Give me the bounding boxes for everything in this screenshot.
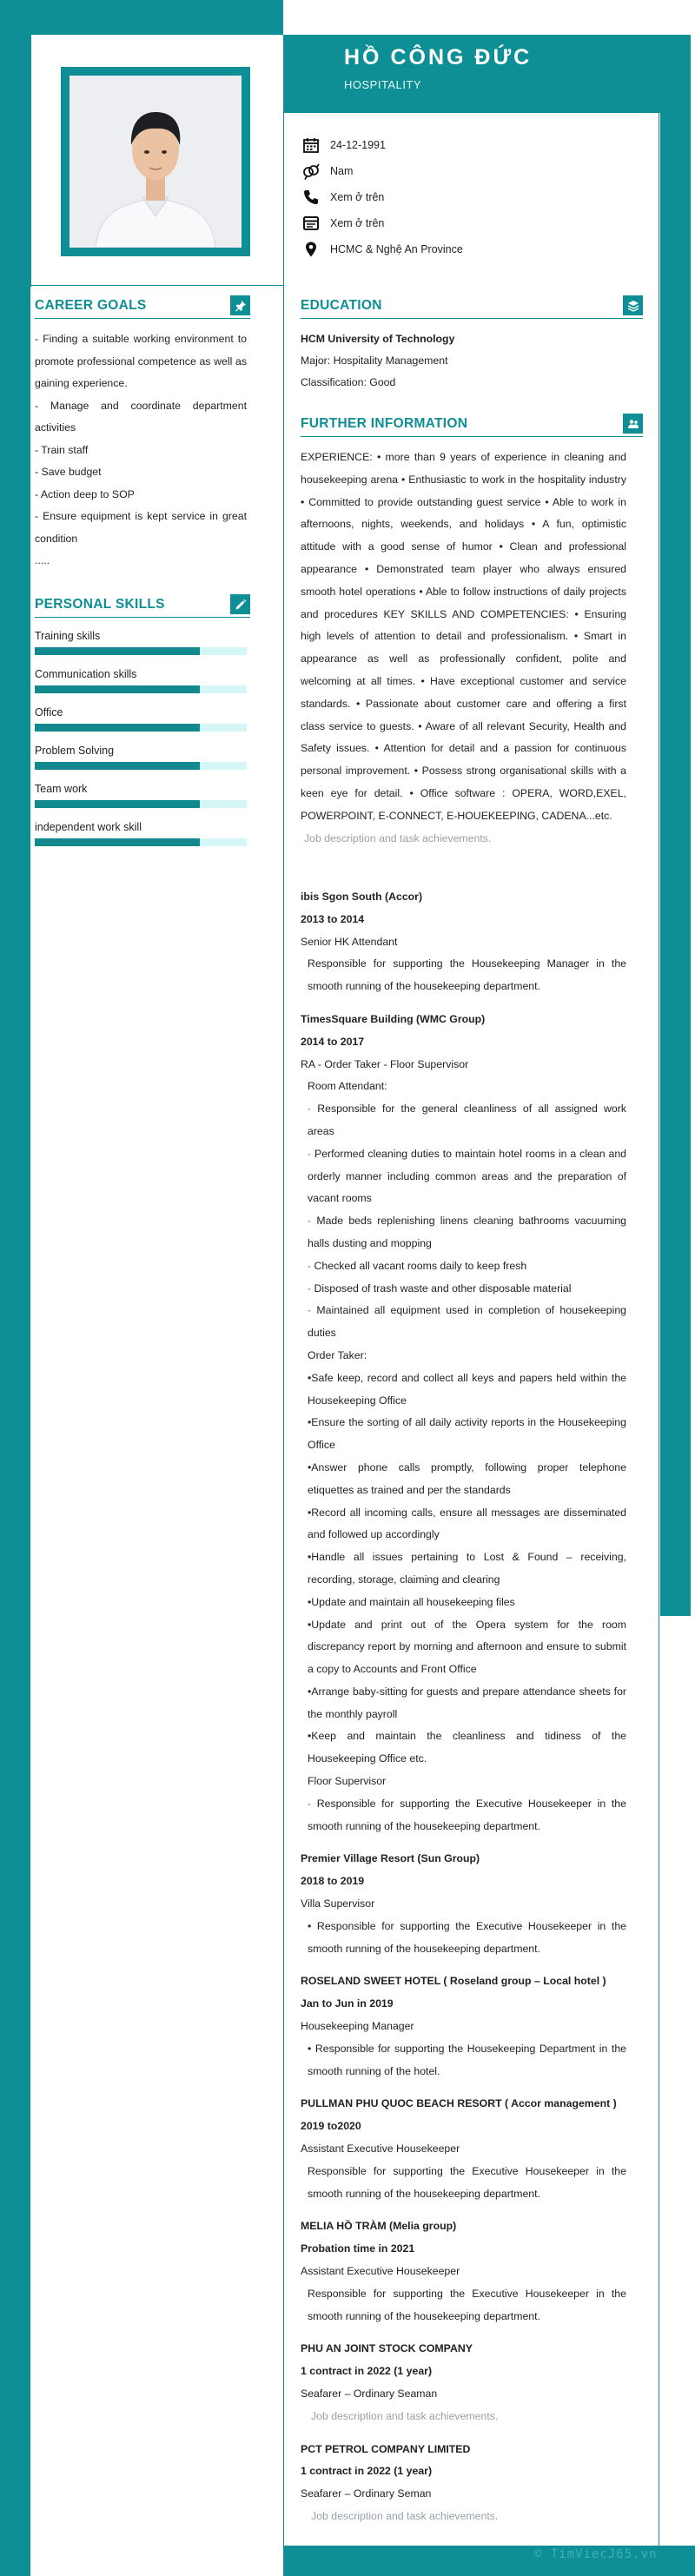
skill-level-fill <box>35 800 200 808</box>
period: 1 contract in 2022 (1 year) <box>301 2465 433 2478</box>
skill-name: Office <box>35 706 63 718</box>
period: Jan to Jun in 2019 <box>301 1997 394 2010</box>
period: 2013 to 2014 <box>301 912 365 925</box>
skill-bar <box>35 762 247 770</box>
users-icon <box>627 418 639 430</box>
skill-bar <box>35 800 247 808</box>
period: Probation time in 2021 <box>301 2242 415 2255</box>
contact-text: 24-12-1991 <box>330 139 386 151</box>
personal-skills-header <box>35 594 250 618</box>
skill-item <box>35 627 247 666</box>
experience-item <box>301 2439 626 2528</box>
email-icon <box>302 215 320 232</box>
period: 2014 to 2017 <box>301 1035 365 1048</box>
company-name: PHU AN JOINT STOCK COMPANY <box>301 2342 473 2355</box>
goal-item: - Finding a suitable working environment to promote professional competence as well as gaining experience. <box>35 333 247 389</box>
layers-icon <box>627 300 639 312</box>
period: 2019 to2020 <box>301 2120 361 2133</box>
career-goals-header <box>35 295 250 319</box>
duty: · Disposed of trash waste and other disposable material <box>308 1281 572 1295</box>
position: Senior HK Attendant <box>301 935 398 948</box>
education-header <box>301 295 643 319</box>
right-accent-bar <box>660 35 691 1616</box>
company-name: MELIA HỒ TRÀM (Melia group) <box>301 2220 457 2233</box>
duty: •Record all incoming calls, ensure all messages are disseminated and followed up accordingly <box>308 1506 626 1541</box>
contact-text: Xem ở trên <box>330 217 385 229</box>
further-information-text: EXPERIENCE: • more than 9 years of experience in cleaning and housekeeping arena • Enthusiastic to work in the hospitality industry • Committed to provide outstanding guest service • Able to work in afternoons, nights, weekends, and holidays • A fun, optimistic attitude with a good sense of humor • Clean and professional appearance • Demonstrated team player who always ensured smooth hotel operations • Able to follow instructions of daily projects and procedures KEY SKILLS AND COMPETENCIES: • Ensuring high levels of attention to detail and professionalism. • Smart in appearance as well as professionally confident, polite and welcoming at all times. • Have exceptional customer and service standards. • Passionate about customer care and offering a first class service to guests. • Aware of all relevant Security, Health and Safety issues. • Attention for detail and a passion for continuous personal improvement. • Possess strong organisational skills with a keen eye for detail. • Office software : OPERA, WORD,EXEL, POWERPOINT, E-CONNECT, E-HOUEKEEPING, CADENA...etc. <box>301 451 626 822</box>
duty: · Responsible for supporting the Executive Housekeeper in the smooth running of the housekeeping department. <box>308 1797 626 1832</box>
duty: · Performed cleaning duties to maintain hotel rooms in a clean and orderly manner including common areas and the preparation of vacant rooms <box>308 1147 626 1205</box>
contact-birthday <box>302 132 650 158</box>
duty: •Update and maintain all housekeeping files <box>308 1595 515 1608</box>
skill-bar <box>35 647 247 655</box>
company-name: Premier Village Resort (Sun Group) <box>301 1852 480 1865</box>
position: Assistant Executive Housekeeper <box>301 2265 460 2278</box>
company-name: PCT PETROL COMPANY LIMITED <box>301 2442 471 2455</box>
gender-icon <box>302 162 320 180</box>
skills-list <box>35 627 247 857</box>
skill-item <box>35 666 247 704</box>
duty: Order Taker: <box>308 1348 367 1361</box>
skill-name: Team work <box>35 783 88 795</box>
experience-item <box>301 1009 626 1838</box>
duty: •Handle all issues pertaining to Lost & Found – receiving, recording, storage, claiming and clearing <box>308 1551 626 1586</box>
section-title: FURTHER INFORMATION <box>301 415 468 431</box>
goal-item: - Ensure equipment is kept service in great condition <box>35 510 247 545</box>
pencil-badge <box>230 594 250 614</box>
avatar <box>70 76 242 248</box>
placeholder-text: Job description and task achievements. <box>311 2409 499 2422</box>
school-name: HCM University of Technology <box>301 333 455 345</box>
skill-name: independent work skill <box>35 821 142 833</box>
pin-icon <box>235 300 247 312</box>
period: 2018 to 2019 <box>301 1875 365 1888</box>
goal-item: - Save budget <box>35 466 102 478</box>
skill-item <box>35 742 247 780</box>
placeholder-text: Job description and task achievements. <box>311 2509 499 2522</box>
contact-text: Xem ở trên <box>330 191 385 203</box>
goal-item: - Manage and coordinate department activities <box>35 399 247 434</box>
position: Housekeeping Manager <box>301 2020 414 2033</box>
goal-item: ..... <box>35 554 50 566</box>
skill-bar <box>35 724 247 732</box>
photo-frame <box>61 67 250 256</box>
duty: • Responsible for supporting the Housekeeping Department in the smooth running of the hotel. <box>308 2042 626 2077</box>
duty: • Responsible for supporting the Executive Housekeeper in the smooth running of the housekeeping department. <box>308 1919 626 1955</box>
skill-bar <box>35 838 247 846</box>
candidate-name: HỒ CÔNG ĐỨC <box>344 45 533 70</box>
top-accent-bar <box>0 0 283 35</box>
further-information-header <box>301 414 643 437</box>
company-name: PULLMAN PHU QUOC BEACH RESORT ( Accor management ) <box>301 2097 617 2110</box>
stack-badge <box>623 295 643 315</box>
company-name: ibis Sgon South (Accor) <box>301 891 423 903</box>
skill-level-fill <box>35 724 200 732</box>
experience-item <box>301 2215 626 2328</box>
placeholder-text: Job description and task achievements. <box>304 831 492 844</box>
contact-gender <box>302 158 650 184</box>
skill-level-fill <box>35 647 200 655</box>
section-title: CAREER GOALS <box>35 297 147 313</box>
goal-item: - Train staff <box>35 443 89 456</box>
skill-item <box>35 780 247 818</box>
company-name: ROSELAND SWEET HOTEL ( Roseland group – Local hotel ) <box>301 1975 606 1988</box>
classification: Classification: Good <box>301 376 396 388</box>
experience-item <box>301 1848 626 1960</box>
section-title: PERSONAL SKILLS <box>35 596 165 612</box>
duty: •Arrange baby-sitting for guests and prepare attendance sheets for the monthly payroll <box>308 1685 626 1720</box>
pencil-icon <box>235 599 247 611</box>
duty: Responsible for supporting the Housekeeping Manager in the smooth running of the housekeeping department. <box>308 957 626 993</box>
skill-level-fill <box>35 685 200 693</box>
job-title: HOSPITALITY <box>344 78 422 91</box>
watermark: © TimViecJ65.vn <box>534 2547 658 2561</box>
experience-item <box>301 2093 626 2205</box>
skill-bar <box>35 685 247 693</box>
section-title: EDUCATION <box>301 297 382 313</box>
experience-item <box>301 886 626 998</box>
contact-text: Nam <box>330 165 354 177</box>
duty: •Ensure the sorting of all daily activity reports in the Housekeeping Office <box>308 1416 626 1452</box>
skill-level-fill <box>35 762 200 770</box>
position: Villa Supervisor <box>301 1897 375 1910</box>
contact-email <box>302 210 650 236</box>
position: Seafarer – Ordinary Seman <box>301 2487 432 2500</box>
further-information-content <box>301 447 626 850</box>
location-icon <box>302 241 320 258</box>
contact-address <box>302 236 650 262</box>
duty: •Safe keep, record and collect all keys and papers held within the Housekeeping Office <box>308 1371 626 1407</box>
education-content <box>301 328 626 394</box>
person-portrait-icon <box>70 76 242 248</box>
skill-name: Communication skills <box>35 668 137 680</box>
duty: •Keep and maintain the cleanliness and tidiness of the Housekeeping Office etc. <box>308 1730 626 1765</box>
duty: · Made beds replenishing linens cleaning bathrooms vacuuming halls dusting and mopping <box>308 1215 626 1249</box>
contact-text: HCMC & Nghệ An Province <box>330 243 463 255</box>
company-name: TimesSquare Building (WMC Group) <box>301 1012 486 1025</box>
skill-item <box>35 704 247 742</box>
experience-item <box>301 1970 626 2083</box>
duty: · Maintained all equipment used in completion of housekeeping duties <box>308 1304 626 1340</box>
experience-item <box>301 2338 626 2427</box>
career-goals-list <box>35 328 247 573</box>
divider-line <box>30 285 283 286</box>
duty: Room Attendant: <box>308 1080 387 1093</box>
left-accent-bar <box>0 0 30 2576</box>
duty: Responsible for supporting the Executive Housekeeper in the smooth running of the housekeeping department. <box>308 2164 626 2200</box>
divider-line <box>283 113 284 2546</box>
skill-item <box>35 818 247 857</box>
calendar-icon <box>302 136 320 154</box>
experience-list <box>301 886 626 2528</box>
duty: Floor Supervisor <box>308 1775 387 1788</box>
major: Major: Hospitality Management <box>301 354 448 367</box>
duty: Responsible for supporting the Executive Housekeeper in the smooth running of the housekeeping department. <box>308 2287 626 2322</box>
skill-name: Problem Solving <box>35 745 115 757</box>
pin-badge <box>230 295 250 315</box>
goal-item: - Action deep to SOP <box>35 487 135 500</box>
contact-list <box>302 132 650 262</box>
skill-level-fill <box>35 838 200 846</box>
contact-phone <box>302 184 650 210</box>
position: Seafarer – Ordinary Seaman <box>301 2387 438 2400</box>
duty: •Update and print out of the Opera system for the room discrepancy report by morning and afternoon and ensure to submit a copy to Accounts and Front Office <box>308 1618 626 1676</box>
skill-name: Training skills <box>35 630 101 642</box>
phone-icon <box>302 189 320 206</box>
duty: · Responsible for the general cleanliness of all assigned work areas <box>308 1103 626 1137</box>
duty: · Checked all vacant rooms daily to keep fresh <box>308 1259 527 1272</box>
users-badge <box>623 414 643 434</box>
position: Assistant Executive Housekeeper <box>301 2142 460 2155</box>
position: RA - Order Taker - Floor Supervisor <box>301 1057 469 1070</box>
divider-line <box>30 35 31 287</box>
period: 1 contract in 2022 (1 year) <box>301 2365 433 2378</box>
duty: •Answer phone calls promptly, following proper telephone etiquettes as trained and per the standards <box>308 1460 626 1496</box>
